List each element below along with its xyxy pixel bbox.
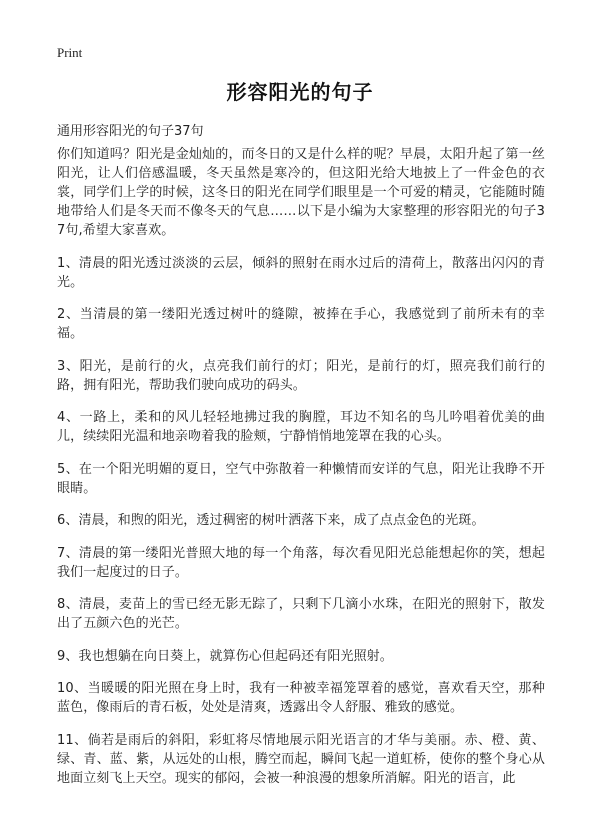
sentence-paragraph-4: 4、一路上，柔和的风儿轻轻地拂过我的胸膛，耳边不知名的鸟儿吟唱着优美的曲儿，续续阳光温和地亲吻着我的脸颊，宁静悄悄地笼罩在我的心头。 — [57, 410, 545, 444]
sentence-paragraph-7: 7、清晨的第一缕阳光普照大地的每一个角落，每次看见阳光总能想起你的笑，想起我们一起度过的日子。 — [57, 545, 545, 580]
sentence-paragraph-6: 6、清晨，和煦的阳光，透过稠密的树叶洒落下来，成了点点金色的光斑。 — [57, 513, 485, 528]
article-body — [57, 145, 545, 801]
sentence-paragraph-1: 1、清晨的阳光透过淡淡的云层，倾斜的照射在雨水过后的清荷上，散落出闪闪的青光。 — [57, 255, 545, 290]
print-link[interactable]: Print — [57, 45, 83, 60]
sentence-paragraph-11: 11、倘若是雨后的斜阳，彩虹将尽情地展示阳光语言的才华与美丽。赤、橙、黄、绿、青、蓝、紫，从远处的山根，腾空而起，瞬间飞起一道虹桥，使你的整个身心从地面立刻飞上天空。现实的郁闷，会被一种浪漫的想象所消解。阳光的语言，此 — [57, 732, 545, 786]
sentence-paragraph-5: 5、在一个阳光明媚的夏日，空气中弥散着一种懒情而安详的气息，阳光让我睁不开眼睛。 — [57, 461, 545, 496]
sentence-paragraph-10: 10、当暖暖的阳光照在身上时，我有一种被幸福笼罩着的感觉，喜欢看天空，那种蓝色，像雨后的青石板，处处是清爽，透露出令人舒服、雅致的感觉。 — [57, 681, 545, 715]
subtitle: 通用形容阳光的句子37句 — [57, 124, 204, 139]
sentence-paragraph-2: 2、当清晨的第一缕阳光透过树叶的缝隙，被捧在手心，我感觉到了前所未有的幸福。 — [57, 307, 545, 341]
sentence-paragraph-3: 3、阳光，是前行的火，点亮我们前行的灯；阳光，是前行的灯，照亮我们前行的路，拥有阳光，帮助我们驶向成功的码头。 — [57, 358, 545, 393]
sentence-paragraph-8: 8、清晨，麦苗上的雪已经无影无踪了，只剩下几滴小水珠，在阳光的照射下，散发出了五颜六色的光芒。 — [57, 597, 545, 631]
page-title: 形容阳光的句子 — [226, 80, 374, 104]
sentence-paragraph-9: 9、我也想躺在向日葵上，就算伤心但起码还有阳光照射。 — [57, 648, 393, 664]
intro-paragraph: 你们知道吗？阳光是金灿灿的，而冬日的又是什么样的呢？早晨，太阳升起了第一丝阳光，让人们倍感温暖，冬天虽然是寒冷的，但这阳光给大地披上了一件金色的衣裳，同学们上学的时候，这冬日的阳光在同学们眼里是一个可爱的精灵，它能随时随地带给人们是冬天而不像冬天的气息……以下是小编为大家整理的形容阳光的句子37句,希望大家喜欢。 — [57, 147, 545, 238]
